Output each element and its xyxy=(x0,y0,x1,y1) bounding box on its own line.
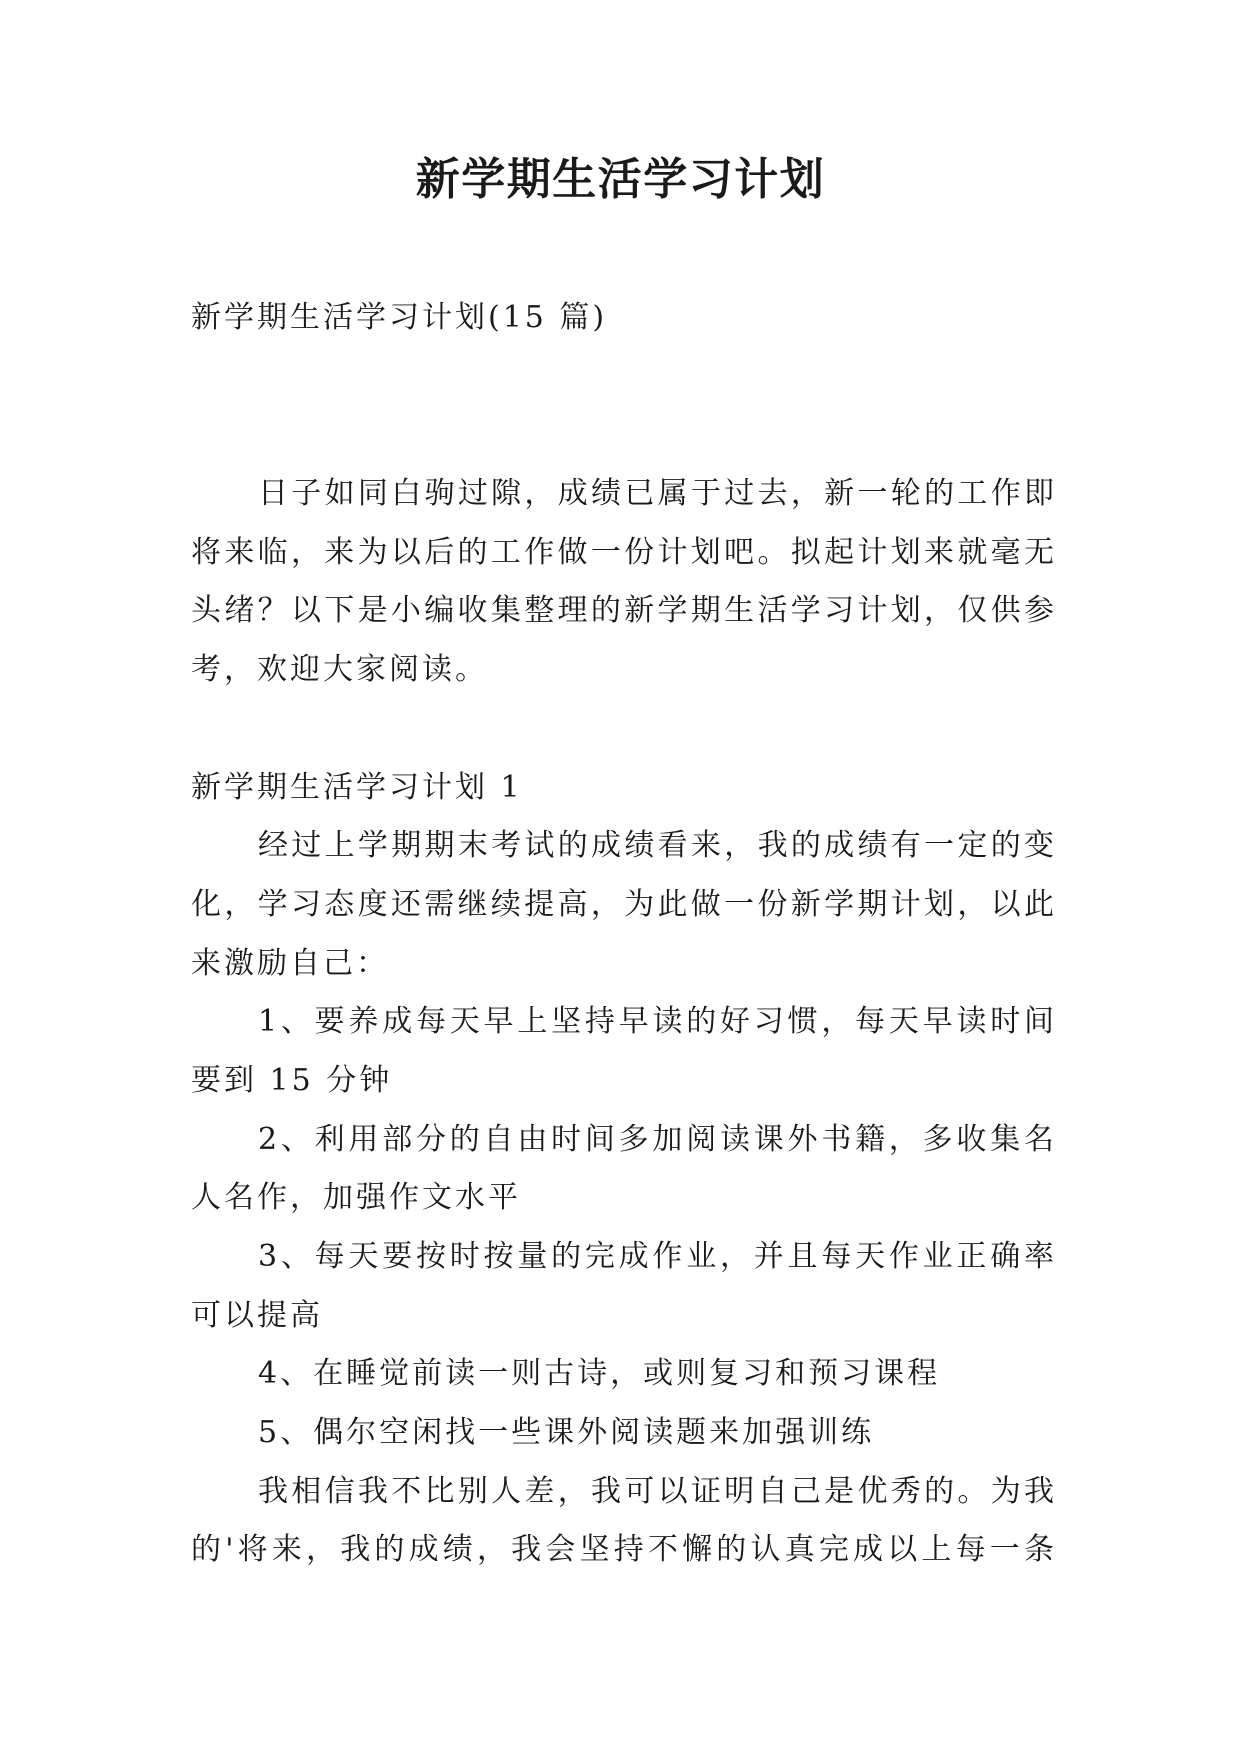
section-heading: 新学期生活学习计划 1 xyxy=(191,769,523,805)
paragraph-line: 可以提高 xyxy=(191,1297,323,1333)
list-item xyxy=(191,993,1057,1110)
paragraph xyxy=(191,817,1057,993)
paragraph-line: 人名作，加强作文水平 xyxy=(191,1180,521,1216)
intro-paragraph xyxy=(191,465,1057,700)
intro-line: 考，欢迎大家阅读。 xyxy=(191,652,488,688)
paragraph-line: 要到 15 分钟 xyxy=(191,1062,393,1098)
intro-line: 日子如同白驹过隙，成绩已属于过去，新一轮的工作即 xyxy=(258,476,1057,512)
paragraph xyxy=(191,1463,1057,1580)
paragraph-line: 化，学习态度还需继续提高，为此做一份新学期计划，以此 xyxy=(191,886,1057,922)
paragraph-line: 4、在睡觉前读一则古诗，或则复习和预习课程 xyxy=(258,1356,941,1392)
paragraph-line: 的'将来，我的成绩，我会坚持不懈的认真完成以上每一条 xyxy=(191,1532,1057,1568)
document-subtitle: 新学期生活学习计划(15 篇) xyxy=(191,300,608,335)
document-title: 新学期生活学习计划 xyxy=(415,154,826,205)
document-body xyxy=(191,289,1057,1580)
paragraph-line: 2、利用部分的自由时间多加阅读课外书籍，多收集名 xyxy=(258,1121,1057,1157)
line-spacer xyxy=(191,700,1057,759)
list-item xyxy=(191,1345,1057,1404)
paragraph-line: 3、每天要按时按量的完成作业，并且每天作业正确率 xyxy=(258,1239,1057,1274)
paragraph-line: 来激励自己： xyxy=(191,945,389,981)
paragraph-line: 我相信我不比别人差，我可以证明自己是优秀的。为我 xyxy=(258,1473,1057,1509)
list-item xyxy=(191,1404,1057,1463)
paragraph-line: 经过上学期期末考试的成绩看来，我的成绩有一定的变 xyxy=(258,828,1057,864)
paragraph-line: 1、要养成每天早上坚持早读的好习惯，每天早读时间 xyxy=(258,1004,1057,1040)
intro-line: 头绪？以下是小编收集整理的新学期生活学习计划，仅供参 xyxy=(191,593,1057,629)
list-item xyxy=(191,1111,1057,1228)
line-spacer xyxy=(191,348,1057,407)
line-spacer xyxy=(191,406,1057,465)
paragraph-line: 5、偶尔空闲找一些课外阅读题来加强训练 xyxy=(258,1415,875,1451)
list-item xyxy=(191,1228,1057,1345)
intro-line: 将来临，来为以后的工作做一份计划吧。拟起计划来就毫无 xyxy=(191,534,1057,570)
